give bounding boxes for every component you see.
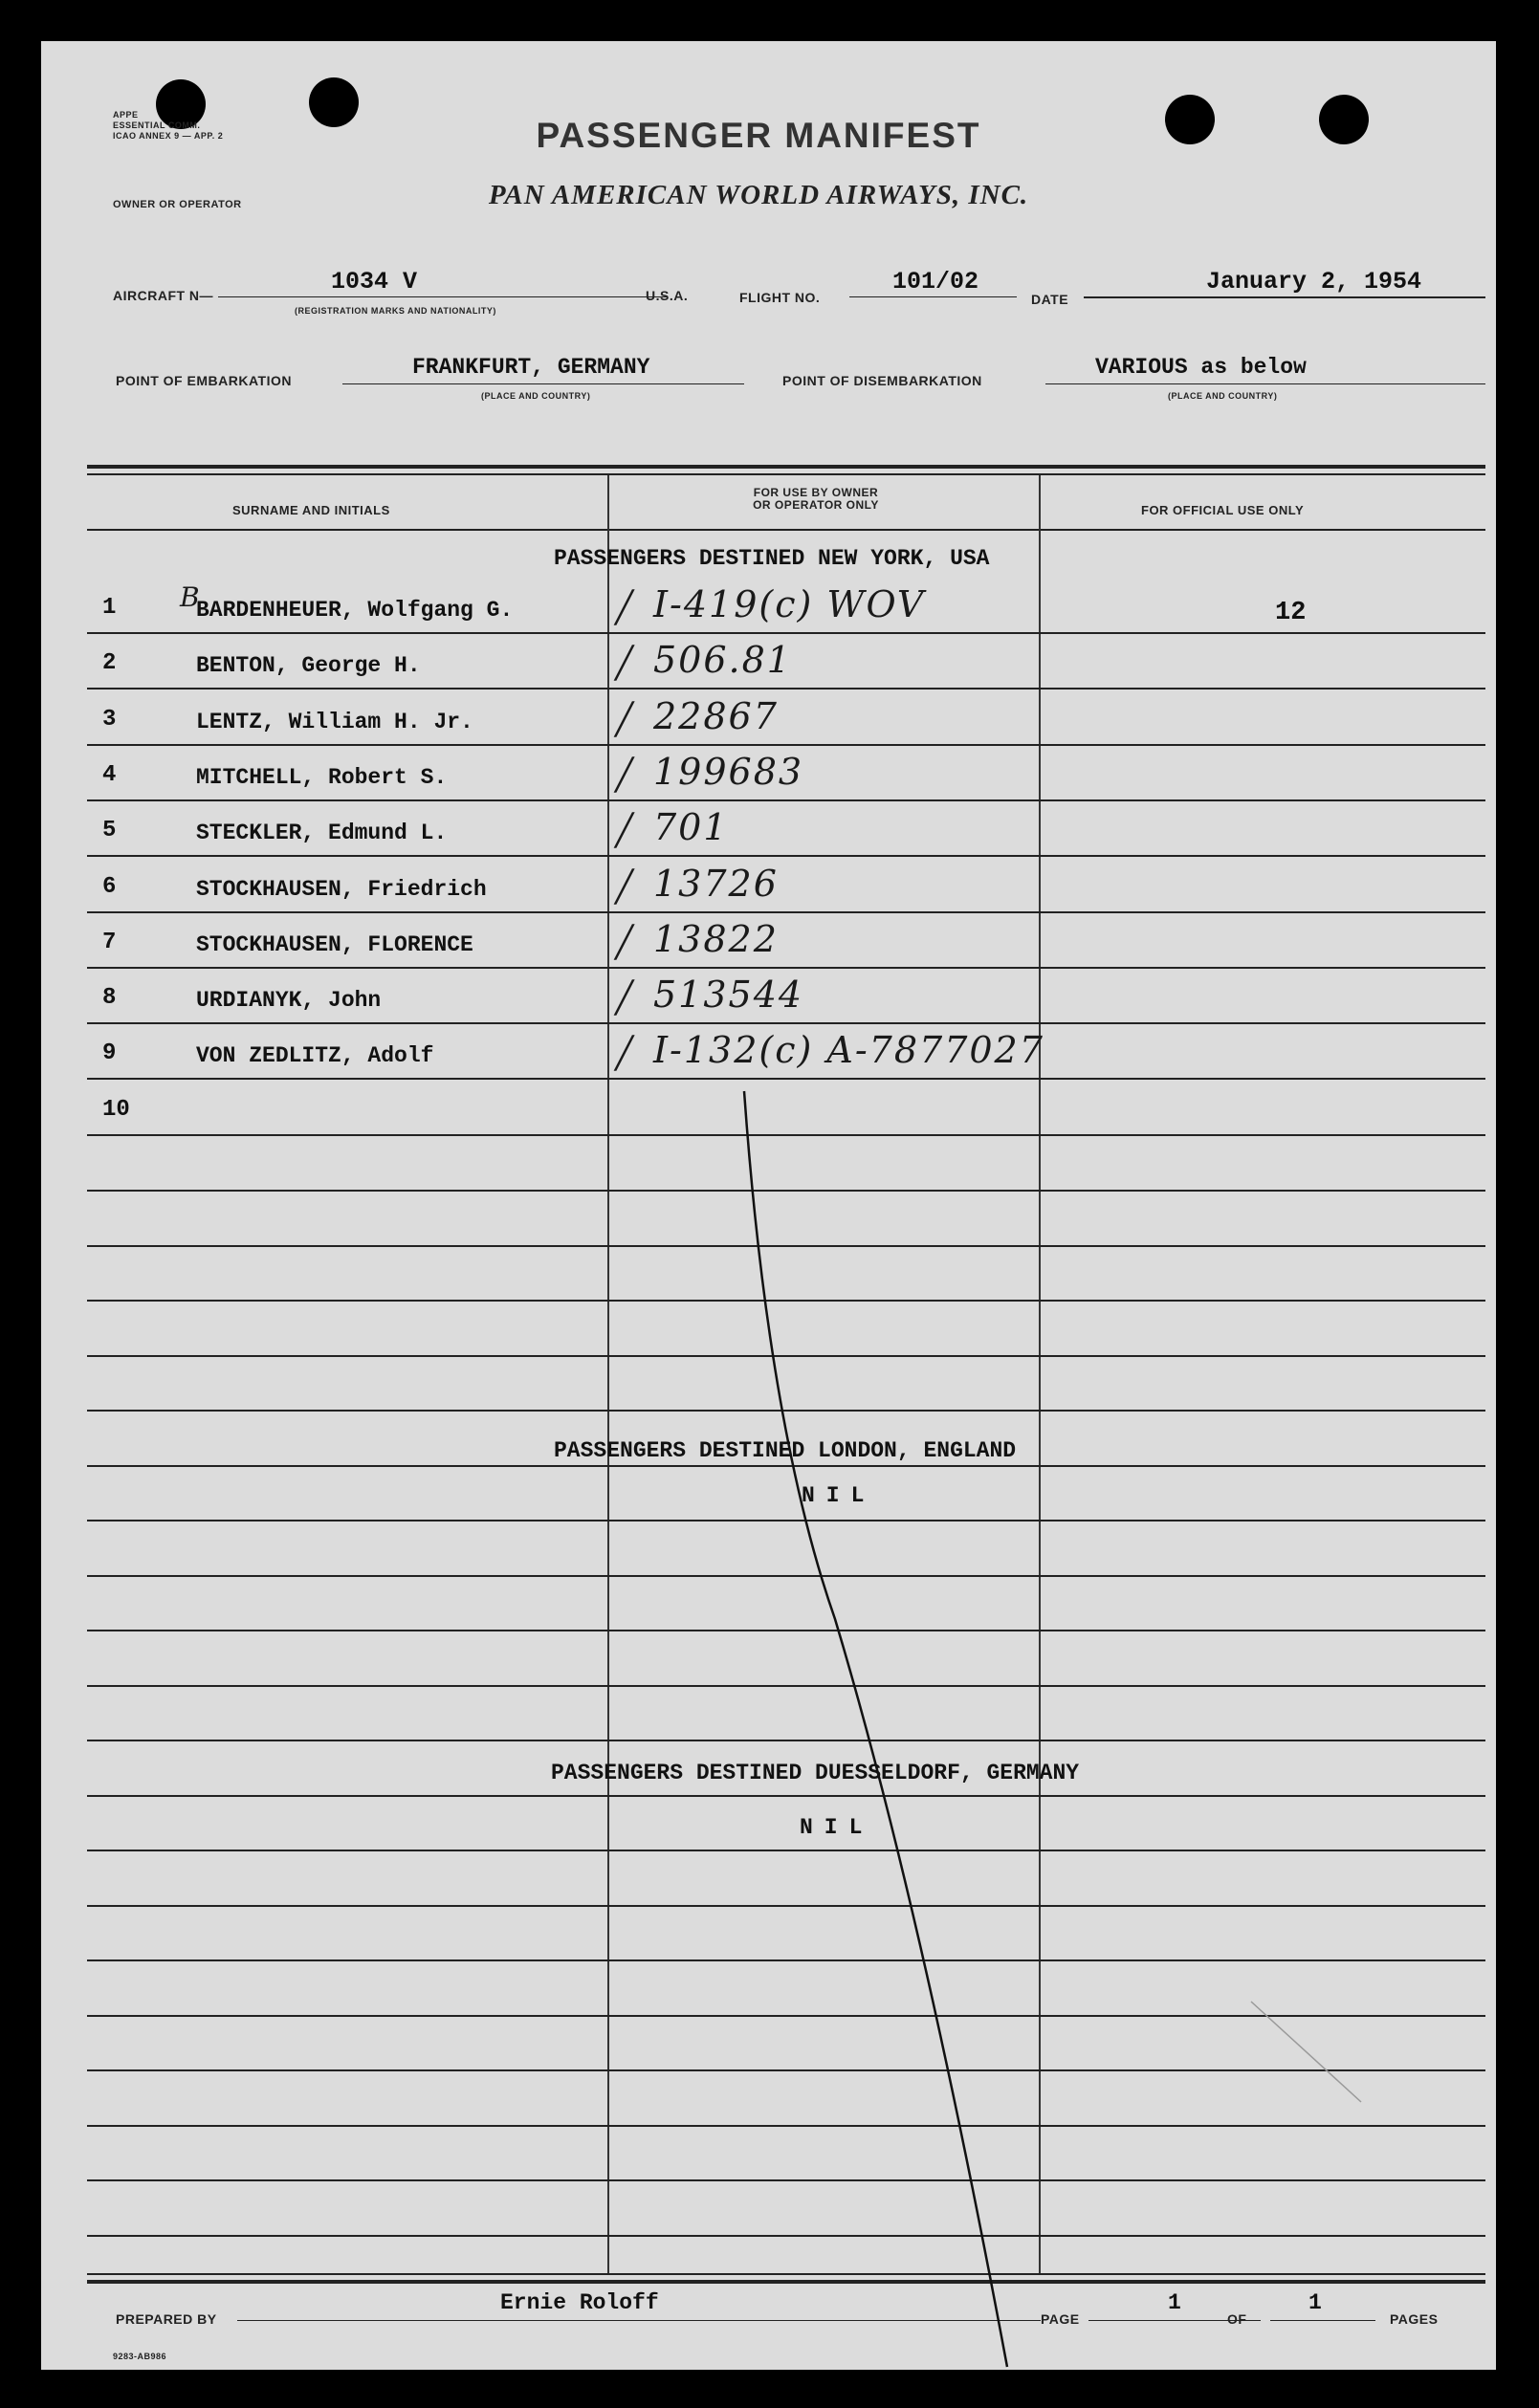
page-label: PAGE <box>1041 2311 1080 2327</box>
date-value: January 2, 1954 <box>1206 268 1422 296</box>
disembark-caption: (PLACE AND COUNTRY) <box>1168 391 1278 401</box>
passenger-name: STOCKHAUSEN, FLORENCE <box>196 931 473 957</box>
column-header-owner-use: FOR USE BY OWNER OR OPERATOR ONLY <box>753 486 879 512</box>
check-mark-icon: ╱ <box>615 979 634 1017</box>
section-heading-london: PASSENGERS DESTINED LONDON, ENGLAND <box>554 1438 1017 1463</box>
row-number: 1 <box>102 595 117 621</box>
passenger-name: BENTON, George H. <box>196 653 421 679</box>
handwritten-note: I-132(c) A-7877027 <box>653 1029 1044 1072</box>
row-number: 8 <box>102 985 117 1012</box>
date-label: DATE <box>1031 292 1069 307</box>
usa-label: U.S.A. <box>646 288 689 303</box>
passenger-name: LENTZ, William H. Jr. <box>196 709 473 734</box>
handwritten-note: I-419(c) WOV <box>653 583 926 625</box>
handwritten-note: 506.81 <box>653 639 792 682</box>
passenger-name: STECKLER, Edmund L. <box>196 821 448 846</box>
column-header-official-use: FOR OFFICIAL USE ONLY <box>1141 503 1305 517</box>
diagonal-pen-stroke <box>41 41 1496 2370</box>
handwritten-note: 199683 <box>653 750 804 793</box>
passenger-name: STOCKHAUSEN, Friedrich <box>196 876 487 902</box>
row-number: 3 <box>102 706 117 733</box>
column-header-surname: SURNAME AND INITIALS <box>232 503 390 517</box>
prepared-by-label: PREPARED BY <box>116 2311 217 2327</box>
embark-label: POINT OF EMBARKATION <box>116 373 292 388</box>
registration-caption: (REGISTRATION MARKS AND NATIONALITY) <box>295 306 496 316</box>
passenger-name: BARDENHEUER, Wolfgang G. <box>196 598 514 623</box>
section-london-nil: NIL <box>802 1483 876 1508</box>
page-value: 1 <box>1168 2290 1181 2315</box>
check-mark-icon: ╱ <box>615 867 634 905</box>
aircraft-value: 1034 V <box>331 268 418 296</box>
check-mark-icon: ╱ <box>615 1035 634 1072</box>
handwritten-note: 13822 <box>653 917 779 960</box>
official-use-value: 12 <box>1275 599 1307 627</box>
disembark-value: VARIOUS as below <box>1095 355 1307 380</box>
check-mark-icon: ╱ <box>615 923 634 960</box>
check-mark-icon: ╱ <box>615 700 634 737</box>
passenger-name: VON ZEDLITZ, Adolf <box>196 1043 434 1069</box>
embark-value: FRANKFURT, GERMANY <box>412 355 650 380</box>
pages-label: PAGES <box>1390 2311 1439 2327</box>
prepared-by-value: Ernie Roloff <box>500 2290 659 2315</box>
section-heading-duesseldorf: PASSENGERS DESTINED DUESSELDORF, GERMANY <box>551 1761 1080 1785</box>
passenger-name: URDIANYK, John <box>196 988 382 1014</box>
handwritten-note: 13726 <box>653 862 779 905</box>
check-mark-icon: ╱ <box>615 589 634 625</box>
of-value: 1 <box>1308 2290 1322 2315</box>
section-duesseldorf-nil: NIL <box>800 1815 874 1840</box>
form-number: 9283-AB986 <box>113 2352 167 2361</box>
check-mark-icon: ╱ <box>615 645 634 682</box>
handwritten-note: 701 <box>653 806 729 849</box>
row-number: 10 <box>102 1096 130 1123</box>
owner-operator-label: OWNER OR OPERATOR <box>113 199 242 210</box>
row-number: 6 <box>102 873 117 900</box>
check-mark-icon: ╱ <box>615 812 634 849</box>
handwritten-note: 22867 <box>653 694 779 737</box>
row-number: 7 <box>102 929 117 955</box>
aircraft-label: AIRCRAFT N— <box>113 288 214 303</box>
page-title: PASSENGER MANIFEST <box>536 116 981 155</box>
handwritten-note: 513544 <box>653 974 804 1017</box>
row-number: 2 <box>102 650 117 677</box>
manifest-sheet <box>41 41 1496 2370</box>
airline-name: PAN AMERICAN WORLD AIRWAYS, INC. <box>488 180 1029 210</box>
flight-value: 101/02 <box>892 268 979 296</box>
disembark-label: POINT OF DISEMBARKATION <box>782 373 982 388</box>
flight-label: FLIGHT NO. <box>739 290 821 305</box>
section-heading-new-york: PASSENGERS DESTINED NEW YORK, USA <box>554 546 990 571</box>
form-reference: APPE ESSENTIAL COMM. ICAO ANNEX 9 — APP. 2 <box>113 110 224 141</box>
row-number: 9 <box>102 1040 117 1067</box>
row-number: 5 <box>102 818 117 844</box>
passenger-name: MITCHELL, Robert S. <box>196 764 448 790</box>
embark-caption: (PLACE AND COUNTRY) <box>481 391 591 401</box>
handwritten-correction: B <box>180 581 200 613</box>
check-mark-icon: ╱ <box>615 755 634 793</box>
row-number: 4 <box>102 761 117 788</box>
of-label: OF <box>1227 2311 1247 2327</box>
